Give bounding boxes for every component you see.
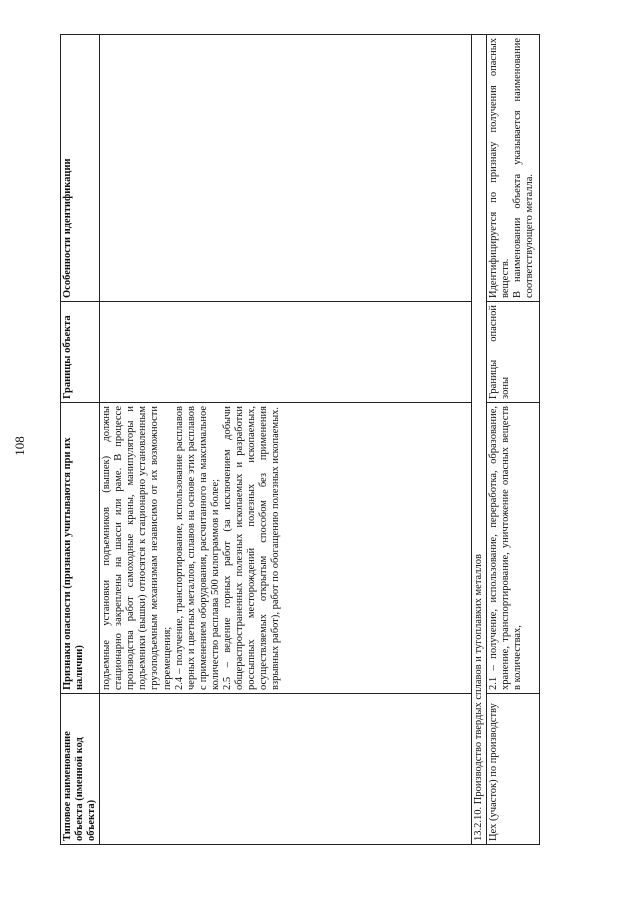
- table-header-row: [61, 35, 100, 845]
- section-row: [472, 35, 487, 845]
- header-object-type: Типовое наименование объекта (именной код объекта): [61, 694, 100, 845]
- page-number: 108: [11, 436, 27, 456]
- cell-object-bounds-empty: [100, 302, 472, 403]
- cell-hazard-signs: 2.1 – получение, использование, переработка, образование, хранение, транспортирование, уничтожение опасных веществ в количествах,: [487, 403, 540, 694]
- rotated-page-content: [60, 38, 540, 845]
- hazard-paragraph: 2.5 – ведение горных работ (за исключением добычи общераспространенных полезных ископаемых и разработки россыпных месторождений полезных ископаемых, осуществляемых открытым способом без применения взрывных работ), работ по обогащению полезных ископаемых.: [221, 406, 282, 690]
- cell-hazard-signs: [100, 403, 472, 694]
- cell-identification: [487, 35, 540, 302]
- identification-paragraph: Идентифицируется по признаку получения опасных веществ.: [488, 38, 512, 298]
- cell-object-type: Цех (участок) по производству: [487, 694, 540, 845]
- cell-object-type-empty: [100, 694, 472, 845]
- header-object-bounds: Границы объекта: [61, 302, 100, 403]
- identification-paragraph: В наименовании объекта указывается наименование соответствующего металла.: [512, 38, 536, 298]
- header-hazard-signs: Признаки опасности (признаки учитываются при их наличии): [61, 403, 100, 694]
- cell-identification-empty: [100, 35, 472, 302]
- hazard-paragraph: 2.4 – получение, транспортирование, использование расплавов черных и цветных металлов, сплавов на основе этих расплавов с применением оборудования, рассчитанного на максимальное количество расплава 500 килограммов и более;: [173, 406, 221, 690]
- table-row: [100, 35, 472, 845]
- hazard-paragraph: подъемные установки подъемников (вышек) должны стационарно закреплены на шасси или раме. В процессе производства работ самоходные краны, манипуляторы и подъемники (вышки) относятся к стационарно установленным грузоподъемным механизмам независимо от их возможности перемещения;: [101, 406, 173, 690]
- section-title: 13.2.10. Производство твердых сплавов и тугоплавких металлов: [472, 35, 487, 845]
- table-row: [487, 35, 540, 845]
- header-identification: Особенности идентификации: [61, 35, 100, 302]
- hazard-objects-table: [60, 34, 540, 845]
- cell-object-bounds: Границы опасной зоны: [487, 302, 540, 403]
